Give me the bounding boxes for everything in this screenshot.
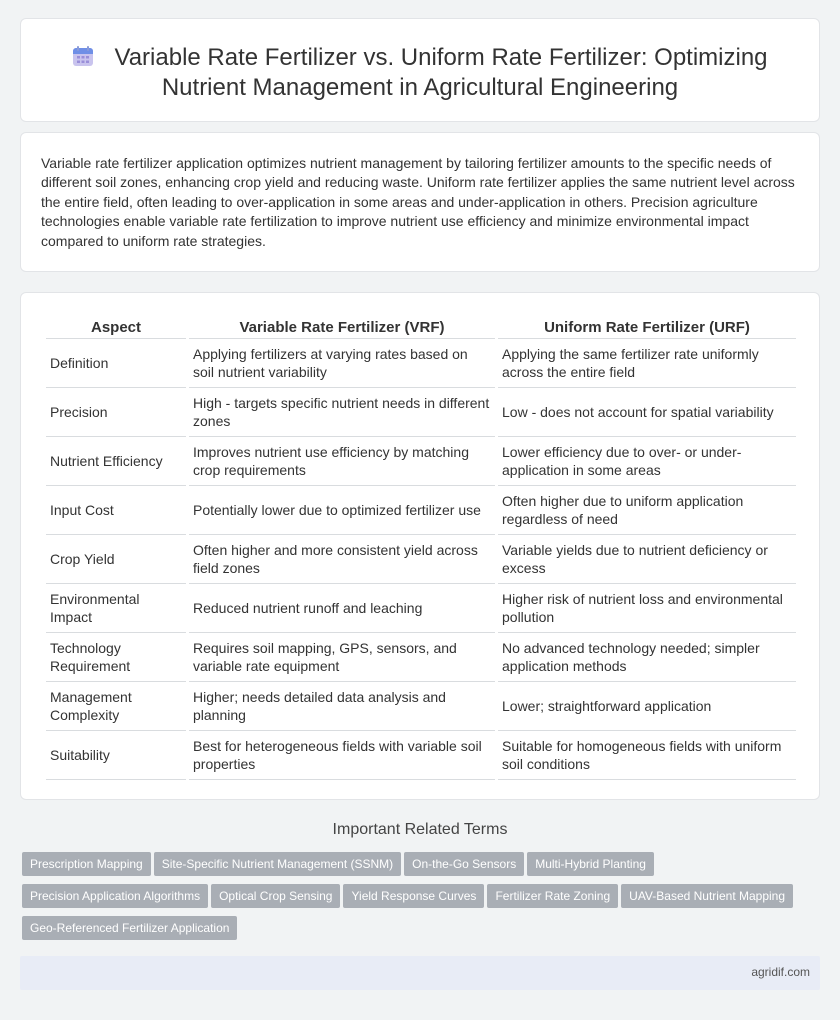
comparison-table-card [20,292,820,800]
header-vrf: Variable Rate Fertilizer (VRF) [189,317,495,339]
aspect-cell: Technology Requirement [46,633,186,682]
aspect-cell: Management Complexity [46,682,186,731]
page-title: Variable Rate Fertilizer vs. Uniform Rate Fertilizer: Optimizing Nutrient Management in Agricultural Engineering [114,44,768,101]
urf-cell: Higher risk of nutrient loss and environmental pollution [498,584,796,633]
urf-cell: Lower; straightforward application [498,682,796,731]
aspect-cell: Input Cost [46,486,186,535]
aspect-cell: Suitability [46,731,186,780]
urf-cell: Lower efficiency due to over- or under-application in some areas [498,437,796,486]
table-row [46,535,796,584]
aspect-cell: Crop Yield [46,535,186,584]
term-tag[interactable]: Geo-Referenced Fertilizer Application [22,916,237,940]
urf-cell: Often higher due to uniform application regardless of need [498,486,796,535]
urf-cell: Applying the same fertilizer rate uniformly across the entire field [498,339,796,388]
footer [20,956,820,990]
term-tag[interactable]: Optical Crop Sensing [211,884,340,908]
vrf-cell: Applying fertilizers at varying rates based on soil nutrient variability [189,339,495,388]
title-card [20,18,820,122]
vrf-cell: Best for heterogeneous fields with variable soil properties [189,731,495,780]
urf-cell: Low - does not account for spatial variability [498,388,796,437]
aspect-cell: Environmental Impact [46,584,186,633]
footer-site-link[interactable]: agridif.com [751,965,810,979]
header-aspect: Aspect [46,317,186,339]
intro-text: Variable rate fertilizer application optimizes nutrient management by tailoring fertilizer amounts to the specific needs of different soil zones, enhancing crop yield and reducing waste. Uniform rate fertilizer applies the same nutrient level across the entire field, often leading to over-application in some areas and under-application in others. Precision agriculture technologies enable variable rate fertilization to improve nutrient use efficiency and minimize environmental impact compared to uniform rate strategies. [41,155,795,249]
aspect-cell: Precision [46,388,186,437]
aspect-cell: Nutrient Efficiency [46,437,186,486]
term-tag[interactable]: Yield Response Curves [343,884,484,908]
term-tag[interactable]: UAV-Based Nutrient Mapping [621,884,793,908]
vrf-cell: Improves nutrient use efficiency by matching crop requirements [189,437,495,486]
table-row [46,339,796,388]
vrf-cell: Higher; needs detailed data analysis and planning [189,682,495,731]
vrf-cell: Potentially lower due to optimized fertilizer use [189,486,495,535]
calendar-icon [72,45,94,67]
term-tag[interactable]: Multi-Hybrid Planting [527,852,654,876]
term-tag[interactable]: Site-Specific Nutrient Management (SSNM) [154,852,401,876]
urf-cell: Variable yields due to nutrient deficiency or excess [498,535,796,584]
table-row [46,388,796,437]
table-row [46,584,796,633]
term-tag[interactable]: Fertilizer Rate Zoning [487,884,618,908]
intro-card [20,132,820,272]
term-tag[interactable]: On-the-Go Sensors [404,852,524,876]
table-row [46,486,796,535]
vrf-cell: Requires soil mapping, GPS, sensors, and variable rate equipment [189,633,495,682]
table-row [46,437,796,486]
table-header-row [46,317,796,339]
vrf-cell: Often higher and more consistent yield across field zones [189,535,495,584]
table-row [46,633,796,682]
vrf-cell: Reduced nutrient runoff and leaching [189,584,495,633]
related-terms-heading: Important Related Terms [332,821,508,838]
urf-cell: No advanced technology needed; simpler application methods [498,633,796,682]
header-urf: Uniform Rate Fertilizer (URF) [498,317,796,339]
related-terms-list [22,852,822,948]
urf-cell: Suitable for homogeneous fields with uniform soil conditions [498,731,796,780]
aspect-cell: Definition [46,339,186,388]
term-tag[interactable]: Precision Application Algorithms [22,884,208,908]
vrf-cell: High - targets specific nutrient needs in different zones [189,388,495,437]
table-row [46,731,796,780]
comparison-table [43,317,799,780]
table-row [46,682,796,731]
term-tag[interactable]: Prescription Mapping [22,852,151,876]
